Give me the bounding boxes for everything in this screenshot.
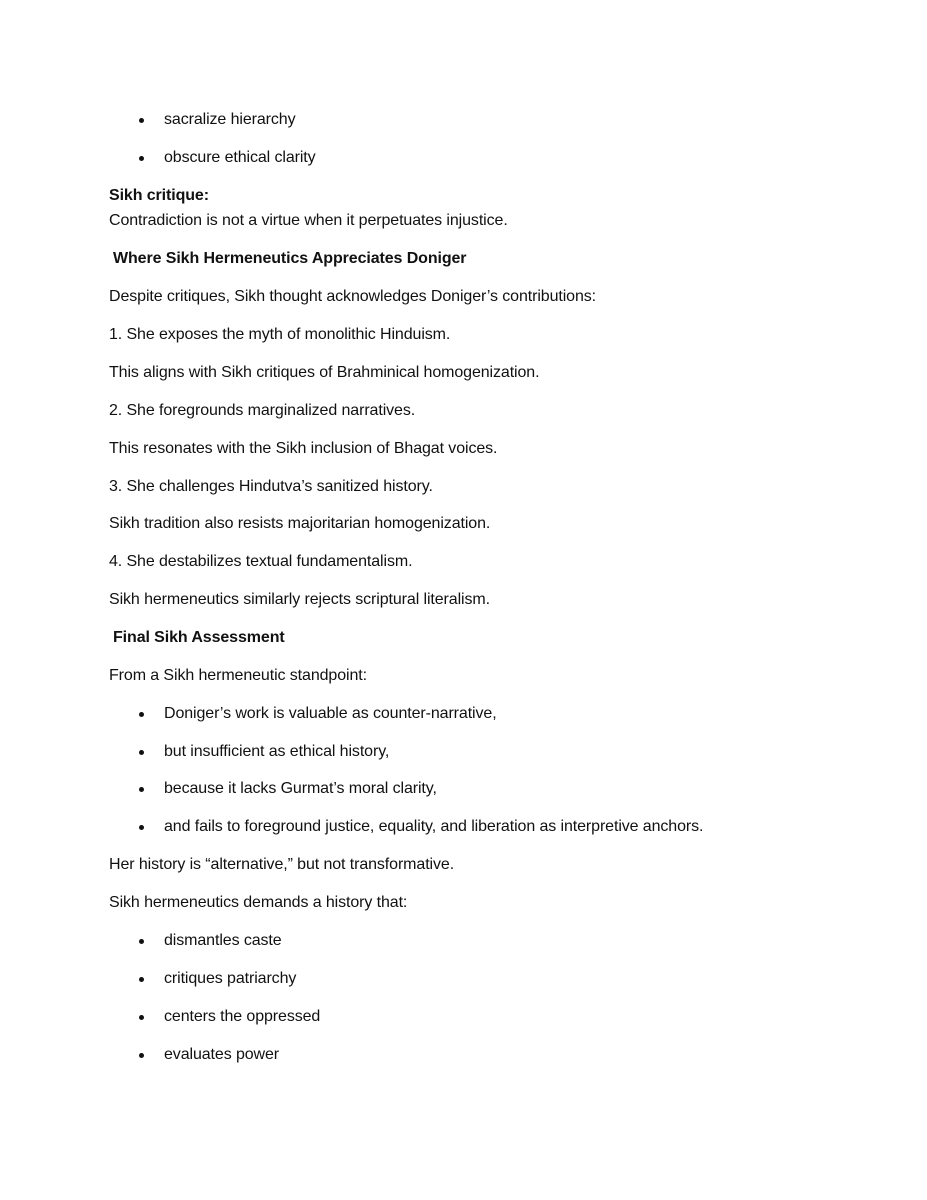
list-item: sacralize hierarchy bbox=[164, 111, 296, 128]
numbered-point: 2. She foregrounds marginalized narratives. bbox=[109, 402, 416, 419]
paragraph: From a Sikh hermeneutic standpoint: bbox=[109, 667, 367, 684]
list-item: obscure ethical clarity bbox=[164, 149, 316, 166]
paragraph: Sikh hermeneutics similarly rejects scriptural literalism. bbox=[109, 591, 490, 608]
section-heading: Final Sikh Assessment bbox=[113, 629, 285, 646]
bullet-icon bbox=[139, 787, 144, 792]
list-item: dismantles caste bbox=[164, 932, 282, 949]
list-item: evaluates power bbox=[164, 1046, 280, 1063]
bullet-icon bbox=[139, 1015, 144, 1020]
list-item: because it lacks Gurmat’s moral clarity, bbox=[164, 780, 437, 797]
numbered-point: 4. She destabilizes textual fundamentalism. bbox=[109, 553, 413, 570]
paragraph: This aligns with Sikh critiques of Brahminical homogenization. bbox=[109, 364, 540, 381]
paragraph: Her history is “alternative,” but not transformative. bbox=[109, 856, 455, 873]
list-item: critiques patriarchy bbox=[164, 970, 297, 987]
bullet-icon bbox=[139, 750, 144, 755]
list-item: but insufficient as ethical history, bbox=[164, 743, 390, 760]
bullet-icon bbox=[139, 712, 144, 717]
bullet-icon bbox=[139, 939, 144, 944]
paragraph: This resonates with the Sikh inclusion of Bhagat voices. bbox=[109, 440, 498, 457]
bullet-icon bbox=[139, 977, 144, 982]
list-item: centers the oppressed bbox=[164, 1008, 321, 1025]
list-item: Doniger’s work is valuable as counter-narrative, bbox=[164, 705, 497, 722]
bullet-icon bbox=[139, 1053, 144, 1058]
numbered-point: 1. She exposes the myth of monolithic Hinduism. bbox=[109, 326, 451, 343]
bullet-icon bbox=[139, 118, 144, 123]
critique-text: Contradiction is not a virtue when it perpetuates injustice. bbox=[109, 212, 508, 229]
paragraph: Sikh hermeneutics demands a history that: bbox=[109, 894, 408, 911]
critique-label: Sikh critique: bbox=[109, 187, 209, 204]
bullet-icon bbox=[139, 156, 144, 161]
paragraph: Despite critiques, Sikh thought acknowledges Doniger’s contributions: bbox=[109, 288, 597, 305]
section-heading: Where Sikh Hermeneutics Appreciates Doniger bbox=[113, 250, 467, 267]
bullet-icon bbox=[139, 825, 144, 830]
numbered-point: 3. She challenges Hindutva’s sanitized history. bbox=[109, 478, 433, 495]
paragraph: Sikh tradition also resists majoritarian homogenization. bbox=[109, 515, 491, 532]
list-item: and fails to foreground justice, equality, and liberation as interpretive anchors. bbox=[164, 818, 704, 835]
